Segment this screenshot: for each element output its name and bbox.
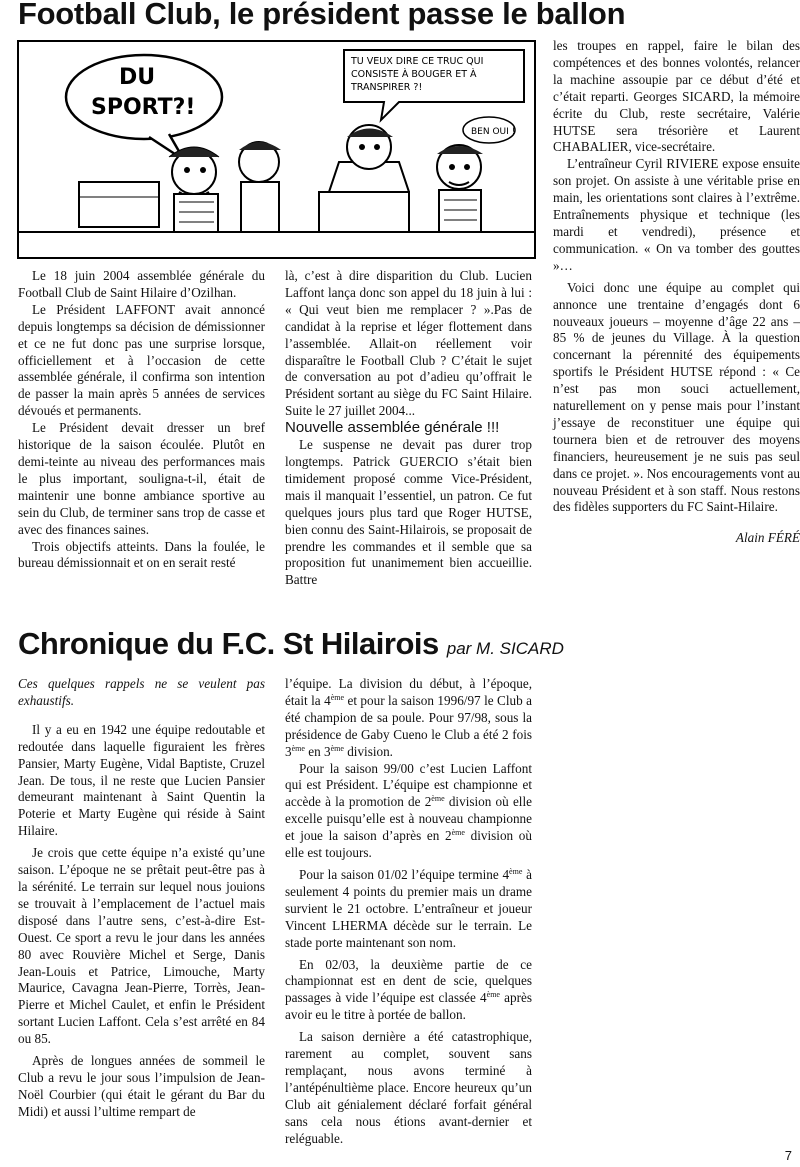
paragraph: Je crois que cette équipe n’a existé qu’une saison. L’époque ne se prêtait peut-être pas à la sérénité. Le terrain sur lequel nous jouions se trouvait à l’emplacement de l’actuel mais disposé dans l’autre sens, c’est-à-dire Est-Ouest. Ce sport a revu le jour dans les années 80 avec Rouvière Michel et Serge, Danis Jean-Louis et Patrice, Limouche, Marty Maurice, Cavagna Jean-Pierre, Torrès, Jean-Pierre et Michel Caulet, et enfin le Président sortant Lucien Laffont. Cela s’est arrêté en 84 ou 85.	[18, 845, 265, 1047]
bubble-small-text: BEN OUI !	[471, 127, 516, 137]
paragraph: En 02/03, la deuxième partie de ce championnat est en dent de scie, quelques passages à vide l’équipe est classée 4ème après avoir eu le titre à portée de ballon.	[285, 956, 533, 1023]
paragraph: Pour la saison 99/00 c’est Lucien Laffont qui est Président. L’équipe est championne et accède à la promotion de 2ème division où elle excelle puisqu’elle est à nouveau championne et joue la saison d’après en 2ème division où elle est toujours.	[285, 760, 532, 861]
bubble-right-line2: CONSISTE À BOUGER ET À	[351, 69, 477, 80]
author-signature: Alain FÉRÉ	[735, 530, 800, 546]
bubble-right-line3: TRANSPIRER ?!	[351, 82, 423, 93]
cartoon-drawing	[19, 42, 534, 257]
chronicle-byline: par M. SICARD	[446, 639, 564, 658]
bubble-right-line1: TU VEUX DIRE CE TRUC QUI	[351, 56, 484, 67]
paragraph: L’entraîneur Cyril RIVIERE expose ensuite son projet. On assiste à une véritable prise en main, les orientations sont claires à l’extrême. Entraînements physique et technique (les mardi et vendredi), présence et communication. « On va tomber des gouttes »…	[553, 156, 800, 273]
chronicle-column-1	[18, 676, 265, 1121]
paragraph: les troupes en rappel, faire le bilan des compétences et des bonnes volontés, relancer la machine assoupie par ce début d’été et c’était reparti. Georges SICARD, la mémoire écrite du Club, reste secrétaire, Valérie HUTSE sera trésorière et Laurent CHABALIER, vice-secrétaire.	[553, 38, 800, 155]
paragraph: l’équipe. La division du début, à l’époque, était la 4ème et pour la saison 1996/97 le Club a été champion de sa poule. Pour 97/98, sous la présidence de Gaby Cueno le Club a été 2 fois 3ème en 3ème division.	[285, 676, 533, 759]
chronicle-intro: Ces quelques rappels ne se veulent pas exhaustifs.	[18, 676, 265, 708]
section-subheading: Nouvelle assemblée générale !!!	[285, 419, 500, 437]
article1-column-3	[553, 38, 800, 547]
paragraph: Voici donc une équipe au complet qui annonce une trentaine d’engagés dont 6 nouveaux joueurs – moyenne d’âge 22 ans – 85 % de jeunes du Village. À la question concernant la pérennité des équipements sportifs le Président HUTSE répond : « Ce n’est pas mon souci actuellement, naturellement on y pense mais pour l’instant j’essaye de reconstituer une équipe qui tournera bien et de retrouver des moyens financiers, heureusement je ne suis pas seul dans ce projet. ». Nos encouragements vont au nouveau Président et à son staff. Nous restons des fidèles supporters du FC Saint-Hilaire.	[553, 279, 800, 515]
chronicle-title: Chronique du F.C. St Hilairois	[18, 626, 439, 661]
paragraph: Le Président devait dresser un bref historique de la saison écoulée. Plutôt en demi-teinte au niveau des performances mais le plus important, souligna-t-il, était de maintenir une bonne ambiance sportive au sein du Club, de terminer sans trop de casse et avec des finances saines.	[18, 420, 265, 537]
paragraph: Le Président LAFFONT avait annoncé depuis longtemps sa décision de démissionner et ce ne fut donc pas une surprise lorsque, officiellement et à l’occasion de cette assemblée générale, il confirma son intention de passer la main après 5 années de services dévoués et permanents.	[18, 301, 265, 419]
paragraph: Pour la saison 01/02 l’équipe termine 4ème à seulement 4 points du premier mais un drame survient le 21 octobre. L’entraîneur et joueur Vincent LHERMA décède sur le terrain. Le stade porte maintenant son nom.	[285, 866, 532, 950]
article-headline: Football Club, le président passe le ballon	[18, 0, 626, 31]
chronicle-column-2	[285, 676, 532, 1147]
cartoon-illustration	[17, 40, 536, 259]
paragraph: Le 18 juin 2004 assemblée générale du Football Club de Saint Hilaire d’Ozilhan.	[18, 268, 265, 300]
paragraph: La saison dernière a été catastrophique, rarement au complet, souvent sans remplaçant, nous avons terminé à l’antépénultième place. Encore heureux qu’un Club ait génialement déclaré forfait général sans cela nous étions avant-dernier et reléguable.	[285, 1029, 532, 1146]
paragraph: Le suspense ne devait pas durer trop longtemps. Patrick GUERCIO s’était bien timidement proposé comme Vice-Président, mais il manquait l’essentiel, un patron. Ce fut quelques jours plus tard que Roger HUTSE, bien connu des Saint-Hilairois, se proposait de prendre les commandes et il semble que sa proposition fut unanimement bien accueillie. Battre	[285, 437, 532, 588]
bubble-left-line1: DU	[119, 65, 156, 90]
paragraph: Après de longues années de sommeil le Club a revu le jour sous l’impulsion de Jean-Noël Courbier (qui était le gérant du Bar du Midi) et aussi l’ultime rempart de	[18, 1053, 265, 1119]
article1-column-1	[18, 268, 265, 572]
chronicle-title-block	[18, 626, 564, 662]
paragraph: là, c’est à dire disparition du Club. Lucien Laffont lança donc son appel du 18 juin à lui : « Qui veut bien me remplacer ? ».Pas de candidat à la reprise et léger flottement dans l’assemblée. Allait-on réellement voir disparaître le Football Club ? C’était le sujet de conversation au pot d’adieu qu’offrait le Président sortant au siège du FC Saint Hilaire. Suite le 27 juillet 2004...	[285, 268, 532, 419]
article1-column-2	[285, 268, 532, 589]
paragraph: Il y a eu en 1942 une équipe redoutable et redoutée dans laquelle figuraient les frères Pansier, Marty Eugène, Vidal Baptiste, Cruzel Jean. De tous, il ne reste que Lucien Pansier demeurant maintenant à Saint Quentin la Poterie et Marty Eugène qui réside à Saint Hilaire.	[18, 721, 265, 839]
bubble-left-line2: SPORT?!	[91, 95, 196, 120]
paragraph: Trois objectifs atteints. Dans la foulée, le bureau démissionnait et on en serait resté	[18, 538, 265, 571]
page-number: 7	[784, 1148, 792, 1163]
